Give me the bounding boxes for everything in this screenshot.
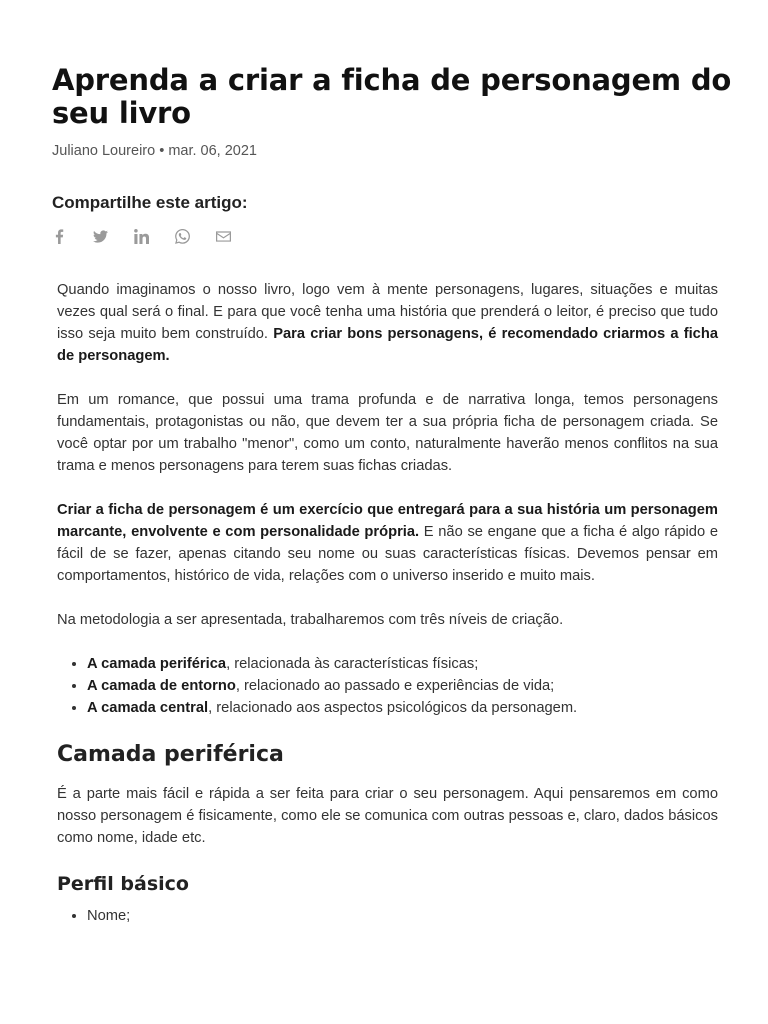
paragraph-text: E não se engane que a ficha é algo rápido e fácil de se fazer, apenas citando seu nome ou suas características físicas. Devemos pensar em comportamentos, histórico de vida, relações com o universo inserido e muito mais. (57, 524, 718, 584)
list-item (87, 697, 718, 719)
paragraph-methodology: Na metodologia a ser apresentada, trabalharemos com três níveis de criação. (57, 612, 564, 628)
paragraph-exercise (57, 499, 718, 587)
list-item-text: , relacionado ao passado e experiências de vida; (235, 678, 555, 694)
levels-list (57, 653, 718, 719)
list-item-highlight: A camada central (87, 700, 209, 716)
list-item-highlight: A camada de entorno (87, 678, 236, 694)
list-item (87, 653, 718, 675)
subsection-heading: Perfil básico (57, 873, 189, 895)
whatsapp-icon[interactable] (175, 225, 216, 247)
paragraph-intro (57, 279, 718, 367)
article-body (57, 279, 718, 949)
section-heading: Camada periférica (57, 742, 284, 767)
facebook-icon[interactable] (52, 225, 93, 247)
publish-date: mar. 06, 2021 (168, 143, 257, 159)
meta-separator: • (155, 143, 169, 159)
paragraph-romance: Em um romance, que possui uma trama profunda e de narrativa longa, temos personagens fundamentais, protagonistas ou não, que devem ter a sua própria ficha de personagem criada. Se você optar por um trabalho "menor", como um conto, naturalmente haverão menos conflitos na sua trama e menos personagens para terem suas fichas criadas. (57, 392, 718, 474)
paragraph-highlight: Para criar bons personagens, é recomendado criarmos a ficha de personagem. (57, 326, 718, 364)
article-meta (52, 143, 257, 159)
list-item-highlight: A camada periférica (87, 656, 227, 672)
paragraph-peripheral: É a parte mais fácil e rápida a ser feita para criar o seu personagem. Aqui pensaremos em como nosso personagem é fisicamente, como ele se comunica com outras pessoas e, claro, dados básicos como nome, idade etc. (57, 786, 718, 846)
twitter-icon[interactable] (93, 225, 134, 247)
author-name[interactable]: Juliano Loureiro (52, 143, 156, 159)
email-icon[interactable] (216, 225, 257, 247)
list-item (87, 675, 718, 697)
paragraph-highlight: Criar a ficha de personagem é um exercício que entregará para a sua história um personagem marcante, envolvente e com personalidade própria. (57, 502, 718, 540)
paragraph-text: Quando imaginamos o nosso livro, logo vem à mente personagens, lugares, situações e muitas vezes qual será o final. E para que você tenha uma história que prenderá o leitor, é preciso que tudo isso seja muito bem construído. (57, 282, 718, 342)
list-item: • Nome; (87, 905, 718, 927)
article-title: Aprenda a criar a ficha de personagem do seu livro (52, 63, 732, 130)
list-item-text: , relacionada às características físicas; (226, 656, 479, 672)
share-buttons (52, 225, 257, 247)
profile-list (57, 905, 718, 927)
share-label: Compartilhe este artigo: (52, 193, 248, 212)
list-item-text: , relacionado aos aspectos psicológicos da personagem. (208, 700, 578, 716)
linkedin-icon[interactable] (134, 225, 175, 247)
